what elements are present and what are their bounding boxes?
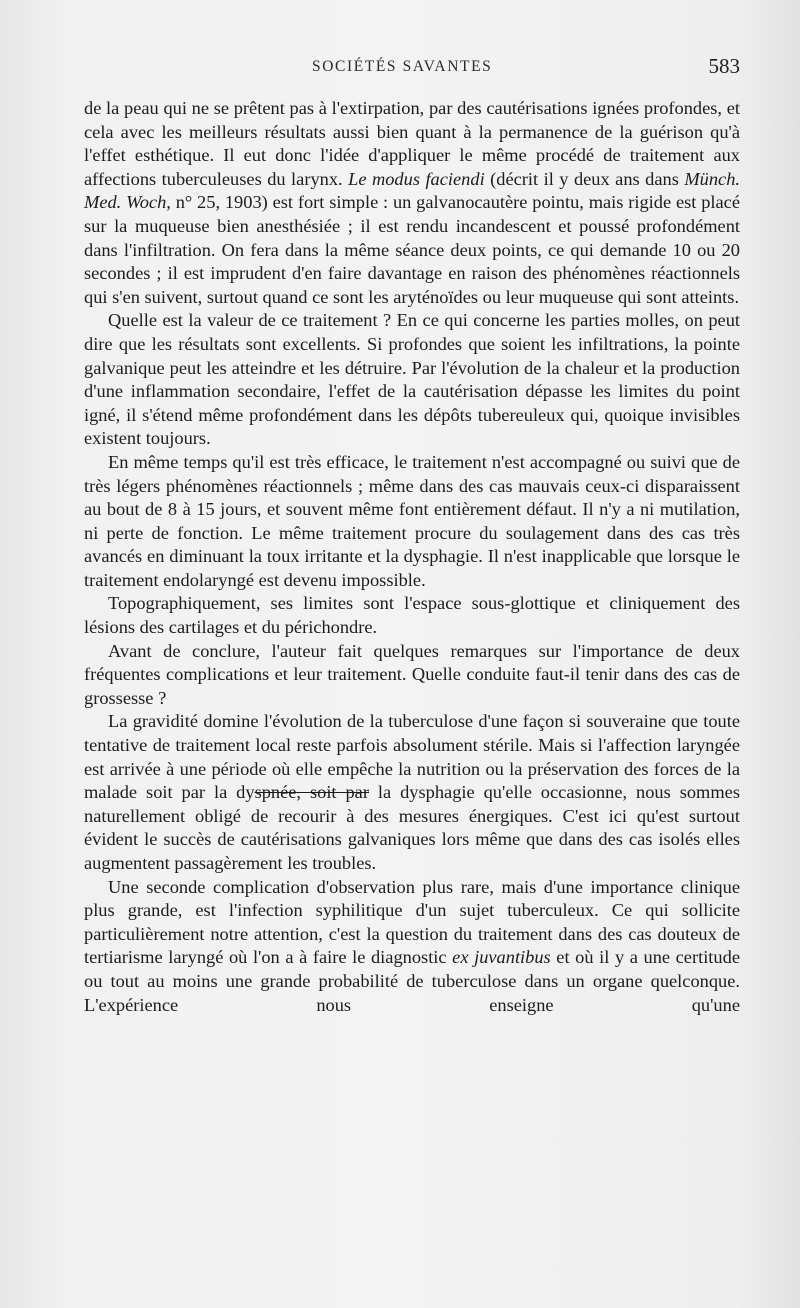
running-title: SOCIÉTÉS SAVANTES xyxy=(312,58,493,75)
paragraph xyxy=(84,309,740,451)
text-run: de la peau qui ne se prêtent pas à l'extirpation, par des cautérisations ignées profondes, et cela avec les meilleurs résultats aussi bien quant à la permanence de la guérison qu'à l'effet esthétique. Il eut donc l'idée d'appliquer le même procédé de traitement aux affections tuberculeuses du larynx. xyxy=(84,98,740,189)
running-head xyxy=(84,56,740,86)
paragraph xyxy=(84,451,740,593)
text-run: Une seconde complication d'observation plus rare, mais d'une importance clinique plus grande, est l'infection syphilitique d'un sujet tuberculeux. Ce qui sollicite particulièrement notre attention, c'est la question du traitement dans des cas douteux de tertiarisme laryngé où l'on a à faire le diagnostic xyxy=(84,876,740,968)
italic-text: Le modus faciendi xyxy=(348,168,485,189)
paragraph xyxy=(84,640,740,711)
paragraph xyxy=(84,876,740,1018)
italic-text: ex juvantibus xyxy=(452,947,551,968)
struck-text: spnée, soit par xyxy=(254,782,369,803)
paragraph xyxy=(84,97,740,309)
italic-text: Münch. Med. Woch, xyxy=(84,168,740,213)
text-run: n° 25, 1903) est fort simple : un galvanocautère pointu, mais rigide est placé sur la muqueuse bien anesthésiée ; il est rendu incandescent et poussé profondément dans l'infiltration. On fera dans la même séance deux points, ce qui demande 10 ou 20 secondes ; il est imprudent d'en faire davantage en raison des phénomènes réactionnels qui s'en suivent, surtout quand ce sont les aryténoïdes ou leur muqueuse qui sont atteints. xyxy=(84,192,741,307)
paragraph xyxy=(84,592,740,639)
text-run: et où il y a une certitude ou tout au moins une grande probabilité de tuberculose dans un organe quelconque. L'expérience nous enseigne qu'une xyxy=(84,947,740,1015)
text-run: En même temps qu'il est très efficace, le traitement n'est accompagné ou suivi que de très légers phénomènes réactionnels ; même dans des cas mauvais ceux-ci disparaissent au bout de 8 à 15 jours, et souvent même font entièrement défaut. Il n'y a ni mutilation, ni perte de fonction. Le même traitement procure du soulagement dans des cas très avancés en diminuant la toux irritante et la dysphagie. Il n'est inapplicable que lorsque le traitement endolaryngé est devenu impossible. xyxy=(84,451,740,590)
body-text xyxy=(84,97,740,1017)
text-run: Avant de conclure, l'auteur fait quelques remarques sur l'importance de deux fréquentes complications et leur traitement. Quelle conduite faut-il tenir dans des cas de grossesse ? xyxy=(84,640,740,708)
text-run: Quelle est la valeur de ce traitement ? En ce qui concerne les parties molles, on peut dire que les résultats sont excellents. Si profondes que soient les infiltrations, la pointe galvanique peut les atteindre et les détruire. Par l'évolution de la chaleur et la production d'une inflammation secondaire, l'effet de la cautérisation dépasse les limites du point igné, il s'étend même profondément dans les dépôts tubereuleux qui, quoique invisibles existent toujours. xyxy=(84,310,740,449)
paragraph xyxy=(84,710,740,875)
text-run: La gravidité domine l'évolution de la tuberculose d'une façon si souveraine que toute tentative de traitement local reste parfois absolument stérile. Mais si l'affection laryngée est arrivée à une période où elle empêche la nutrition ou la préservation des forces de la malade soit par la dy xyxy=(84,711,740,803)
text-run: (décrit il y deux ans dans xyxy=(484,168,685,189)
text-run: la dysphagie qu'elle occasionne, nous sommes naturellement obligé de recourir à des mesures énergiques. C'est ici qu'est surtout évident le succès de cautérisations galvaniques lors même que dans des cas isolés elles augmentent passagèrement les troubles. xyxy=(84,782,740,873)
page-number: 583 xyxy=(708,54,740,78)
text-run: Topographiquement, ses limites sont l'espace sous-glottique et cliniquement des lésions des cartilages et du périchondre. xyxy=(84,593,740,638)
